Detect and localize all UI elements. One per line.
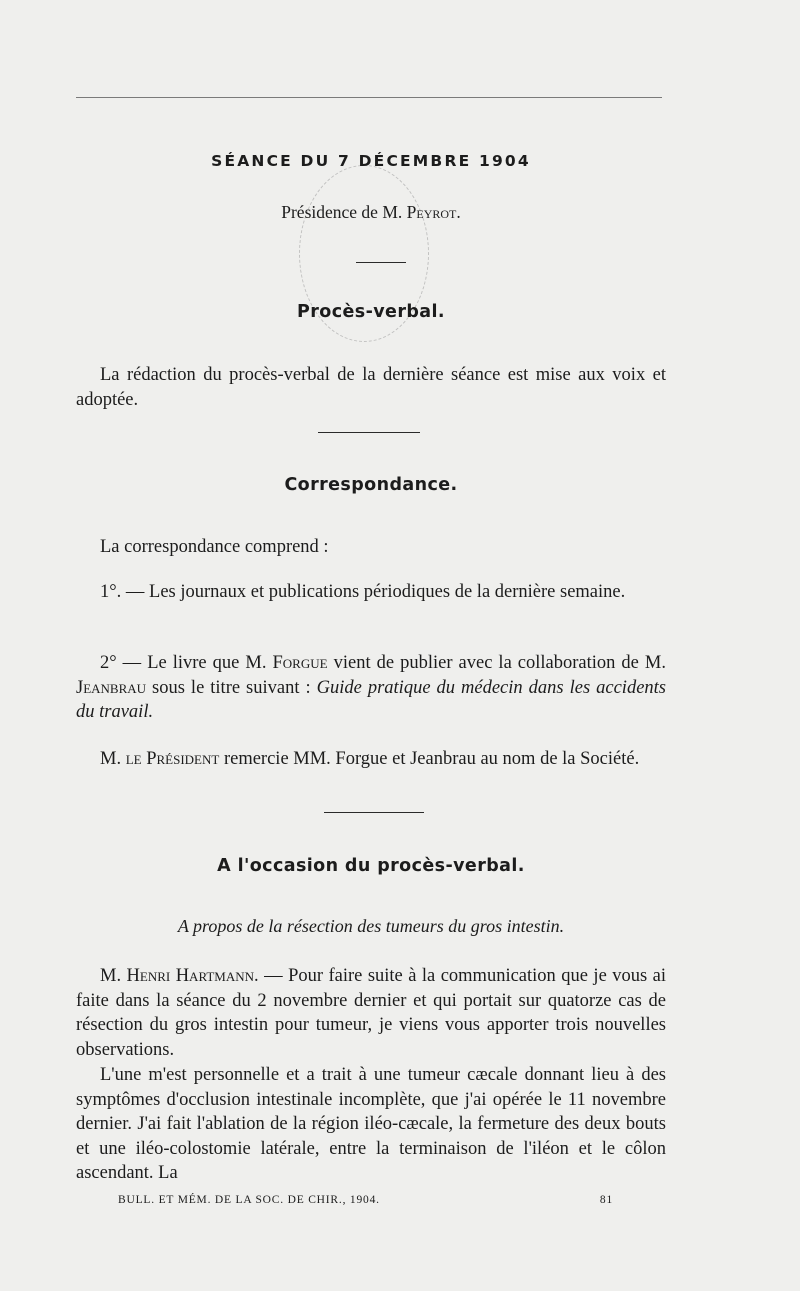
book-title: Guide pratique du médecin dans les accidents du travail. xyxy=(76,677,666,722)
divider-rule xyxy=(324,812,424,813)
item-2-text-b: vient de publier avec la collaboration de M. xyxy=(327,653,666,673)
president-title: le Président xyxy=(125,749,220,769)
presidency-prefix: Présidence de M. xyxy=(281,202,407,222)
proces-verbal-body: La rédaction du procès-verbal de la dernière séance est mise aux voix et adoptée. xyxy=(76,365,666,410)
hartmann-paragraph-2 xyxy=(76,1063,666,1186)
author-name-jeanbrau: Jeanbrau xyxy=(76,677,147,698)
president-thanks-a: M. xyxy=(100,749,126,769)
item-2-text-a: 2° — Le livre que M. xyxy=(100,653,273,673)
para2-body: L'une m'est personnelle et a trait à une tumeur cæcale donnant lieu à des symptômes d'occlusion intestinale incomplète, que j'ai opérée le 11 novembre dernier. J'ai fait l'ablation de la région iléo-cæcale, la fermeture des deux bouts et une iléo-colostomie latérale, entre la terminaison de l'iléon et le côlon ascendant. La xyxy=(76,1065,666,1183)
correspondance-intro-text: La correspondance comprend : xyxy=(100,537,329,557)
occasion-subheading: A propos de la résection des tumeurs du gros intestin. xyxy=(177,916,565,936)
president-thanks xyxy=(76,747,666,772)
item-2-text-c: sous le titre suivant : xyxy=(146,677,317,698)
divider-rule xyxy=(356,262,406,263)
proces-verbal-heading: Procès-verbal. xyxy=(297,302,445,322)
correspondance-item-2 xyxy=(76,651,666,725)
correspondance-item-1 xyxy=(76,580,666,605)
author-name-hartmann: Henri Hartmann xyxy=(126,966,255,986)
page-number: 81 xyxy=(599,1194,613,1206)
proces-verbal-text xyxy=(76,363,666,412)
correspondance-heading: Correspondance. xyxy=(284,475,458,495)
header-rule xyxy=(76,97,662,98)
correspondance-intro xyxy=(76,535,666,560)
president-name: Peyrot xyxy=(406,202,457,222)
hartmann-paragraph-1 xyxy=(76,964,666,1062)
presidency-suffix: . xyxy=(456,202,461,222)
para1-body: . — Pour faire suite à la communication que je vous ai faite dans la séance du 2 novembre dernier et qui portait sur quatorze cas de résection du gros intestin pour tumeur, je viens vous apporter trois nouvelles observations. xyxy=(76,966,666,1060)
author-name-forgue: Forgue xyxy=(272,653,328,673)
journal-citation: BULL. ET MÉM. DE LA SOC. DE CHIR., 1904. xyxy=(118,1194,380,1206)
divider-rule xyxy=(318,432,420,433)
session-title: SÉANCE DU 7 DÉCEMBRE 1904 xyxy=(211,152,531,170)
para1-prefix: M. xyxy=(100,966,127,986)
item-1-text: 1°. — Les journaux et publications périodiques de la dernière semaine. xyxy=(100,582,626,602)
presidency-line xyxy=(76,202,666,223)
occasion-heading: A l'occasion du procès-verbal. xyxy=(217,856,525,876)
president-thanks-b: remercie MM. Forgue et Jeanbrau au nom de la Société. xyxy=(219,749,640,769)
page-footer xyxy=(118,1194,613,1206)
